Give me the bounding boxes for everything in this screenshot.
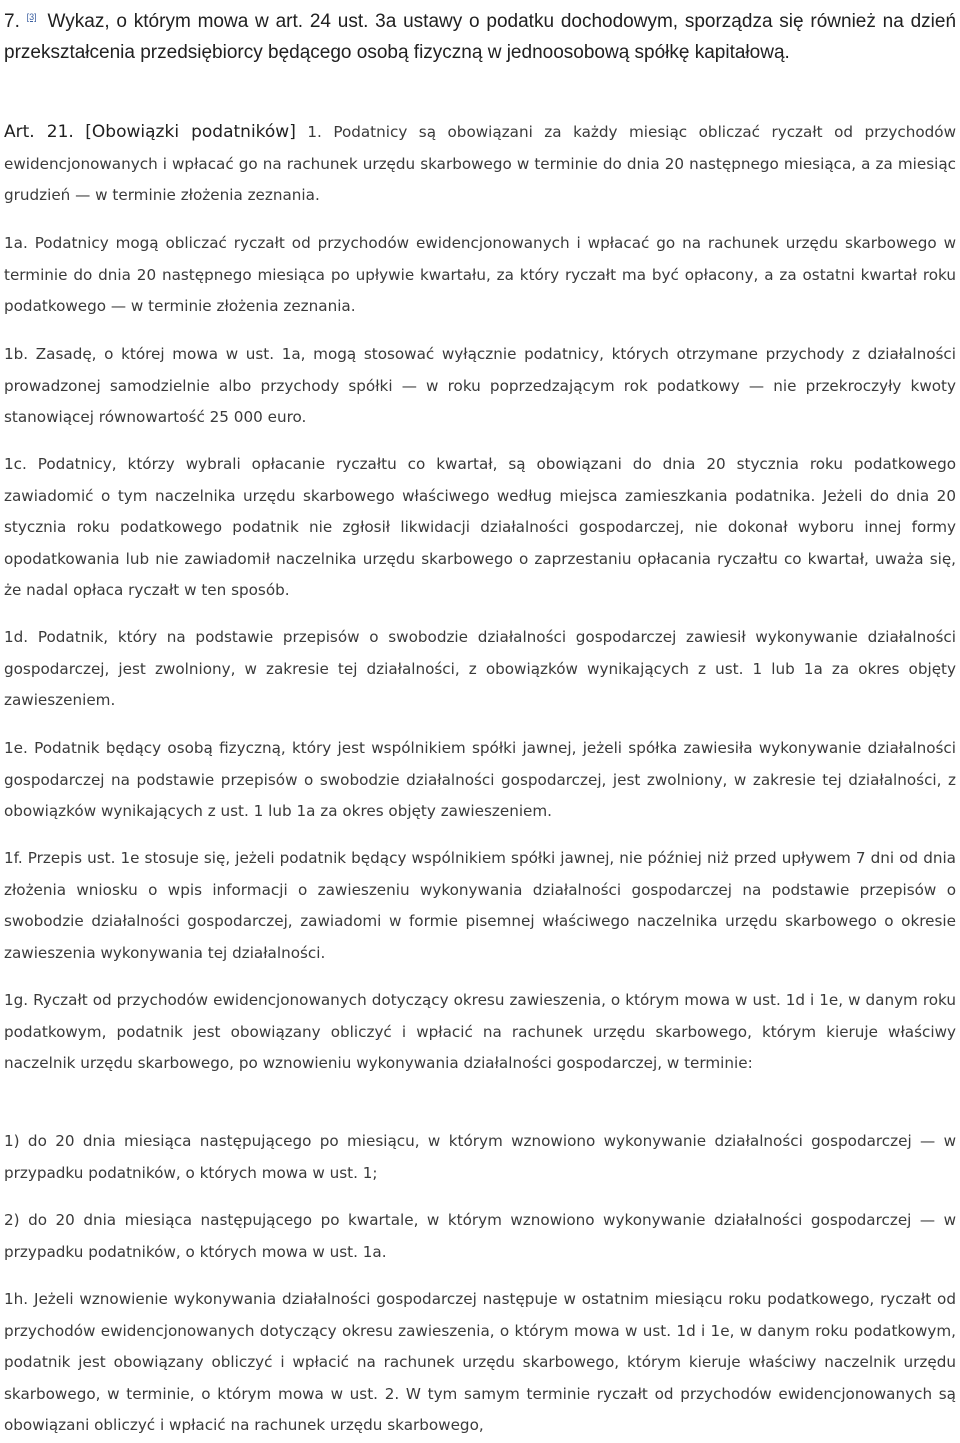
- paragraph-1f: 1f. Przepis ust. 1e stosuje się, jeżeli podatnik będący wspólnikiem spółki jawnej, nie później niż przed upływem 7 dni od dnia złożenia wniosku o wpis informacji o zawieszeniu wykonywania działalności gospodarczej na podstawie przepisów o swobodzie działalności gospodarczej, zawiadomi w formie pisemnej właściwego naczelnika urzędu skarbowego o okresie zawieszenia wykonywania tej działalności.: [4, 849, 956, 962]
- paragraph-1d: 1d. Podatnik, który na podstawie przepisów o swobodzie działalności gospodarczej zawiesił wykonywanie działalności gospodarczej, jest zwolniony, w zakresie tej działalności, z obowiązków wynikających z ust. 1 lub 1a za okres objęty zawieszeniem.: [4, 628, 956, 709]
- paragraph-1b: 1b. Zasadę, o której mowa w ust. 1a, mogą stosować wyłącznie podatnicy, których otrzymane przychody z działalności prowadzonej samodzielnie albo przychody spółki — w roku poprzedzającym rok podatkowy — nie przekroczyły kwoty stanowiącej równowartość 25 000 euro.: [4, 345, 956, 426]
- article-label: Art. 21.: [4, 122, 74, 142]
- paragraph-1a: 1a. Podatnicy mogą obliczać ryczałt od przychodów ewidencjonowanych i wpłacać go na rachunek urzędu skarbowego w terminie do dnia 20 następnego miesiąca po upływie kwartału, za który ryczałt ma być opłacony, a za ostatni kwartał roku podatkowego — w terminie złożenia zeznania.: [4, 234, 956, 315]
- footnote-link[interactable]: [3]: [26, 12, 37, 22]
- article-21-paragraph: [4, 117, 956, 212]
- section-heading: [4, 6, 956, 68]
- paragraph-1g: 1g. Ryczałt od przychodów ewidencjonowanych dotyczący okresu zawieszenia, o którym mowa w ust. 1d i 1e, w danym roku podatkowym, podatnik jest obowiązany obliczyć i wpłacić na rachunek urzędu skarbowego, którym kieruje właściwy naczelnik urzędu skarbowego, po wznowieniu wykonywania działalności gospodarczej, w terminie:: [4, 991, 956, 1072]
- paragraph-1h: 1h. Jeżeli wznowienie wykonywania działalności gospodarczej następuje w ostatnim miesiącu roku podatkowego, ryczałt od przychodów ewidencjonowanych dotyczący okresu zawieszenia, o którym mowa w ust. 1d i 1e, w danym roku podatkowym, podatnik jest obowiązany obliczyć i wpłacić na rachunek urzędu skarbowego, którym kieruje właściwy naczelnik urzędu skarbowego, w terminie, o którym mowa w ust. 2. W tym samym terminie ryczałt od przychodów ewidencjonowanych są obowiązani obliczyć i wpłacić na rachunek urzędu skarbowego,: [4, 1290, 956, 1434]
- heading-text: Wykaz, o którym mowa w art. 24 ust. 3a ustawy o podatku dochodowym, sporządza się również na dzień przekształcenia przedsiębiorcy będącego osobą fizyczną w jednoosobową spółkę kapitałową.: [4, 11, 957, 63]
- paragraph-1e: 1e. Podatnik będący osobą fizyczną, który jest wspólnikiem spółki jawnej, jeżeli spółka zawiesiła wykonywanie działalności gospodarczej na podstawie przepisów o swobodzie działalności gospodarczej, jest zwolniony, w zakresie tej działalności, z obowiązków wynikających z ust. 1 lub 1a za okres objęty zawieszeniem.: [4, 739, 956, 820]
- heading-number: 7.: [4, 11, 20, 32]
- article-title: [Obowiązki podatników]: [85, 122, 296, 142]
- paragraph-1c: 1c. Podatnicy, którzy wybrali opłacanie ryczałtu co kwartał, są obowiązani do dnia 20 stycznia roku podatkowego zawiadomić o tym naczelnika urzędu skarbowego właściwego według miejsca zamieszkania podatnika. Jeżeli do dnia 20 stycznia roku podatkowego podatnik nie zgłosił likwidacji działalności gospodarczej, nie dokonał wyboru innej formy opodatkowania lub nie zawiadomił naczelnika urzędu skarbowego o zaprzestaniu opłacania ryczałtu co kwartał, uważa się, że nadal opłaca ryczałt w ten sposób.: [4, 455, 956, 599]
- list-item-1: 1) do 20 dnia miesiąca następującego po miesiącu, w którym wznowiono wykonywanie działalności gospodarczej — w przypadku podatników, o których mowa w ust. 1;: [4, 1132, 956, 1182]
- list-item-2: 2) do 20 dnia miesiąca następującego po kwartale, w którym wznowiono wykonywanie działalności gospodarczej — w przypadku podatników, o których mowa w ust. 1a.: [4, 1211, 956, 1261]
- article-first-paragraph: 1. Podatnicy są obowiązani za każdy miesiąc obliczać ryczałt od przychodów ewidencjonowanych i wpłacać go na rachunek urzędu skarbowego w terminie do dnia 20 następnego miesiąca, a za miesiąc grudzień — w terminie złożenia zeznania.: [4, 123, 956, 204]
